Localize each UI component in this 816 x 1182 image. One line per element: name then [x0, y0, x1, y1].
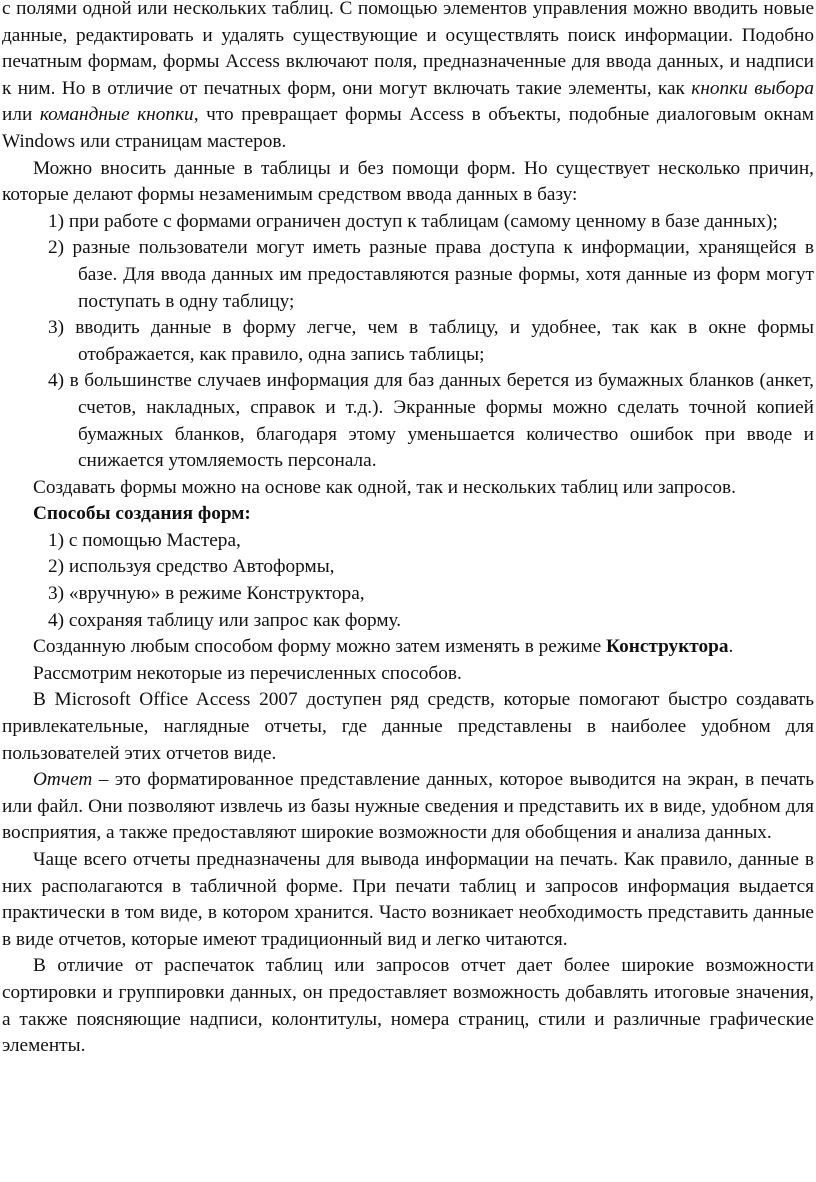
italic-term-command-buttons: командные кнопки: [39, 104, 194, 126]
paragraph-reasons-intro: Можно вносить данные в таблицы и без помощи форм. Но существует несколько причин, которые делают формы незаменимым средством ввода данных в базу:: [2, 157, 814, 206]
method-item-4: 4) сохраняя таблицу или запрос как форму.: [48, 609, 402, 631]
reason-item-4: 4) в большинстве случаев информация для баз данных берется из бумажных бланков (анкет, счетов, накладных, справок и т.д.). Экранные формы можно сделать точной копией бумажных бланков, благодаря этому уменьшается количество ошибок при вводе и снижается утомляемость персонала.: [48, 370, 814, 472]
paragraph-reports-features: В отличие от распечаток таблиц или запросов отчет дает более широкие возможности сортировки и группировки данных, он предоставляет возможность добавлять итоговые значения, а также поясняющие надписи, колонтитулы, номера страниц, стили и различные графические элементы.: [2, 955, 814, 1057]
method-item-1: 1) с помощью Мастера,: [48, 529, 241, 551]
reason-item-2: 2) разные пользователи могут иметь разные права доступа к информации, хранящейся в базе. Для ввода данных им предоставляются разные формы, хотя данные из форм могут поступать в одну таблицу;: [48, 237, 814, 312]
method-item-2: 2) используя средство Автоформы,: [48, 556, 335, 578]
bold-term-constructor: Конструктора: [606, 636, 729, 658]
paragraph-forms-basis: Создавать формы можно на основе как одной, так и нескольких таблиц или запросов.: [33, 476, 736, 498]
text-run: с полями одной или нескольких таблиц. С помощью элементов управления можно вводить новые данные, редактировать и удалять существующие и осуществлять поиск информации. Подобно печатным формам, формы Access включают поля, предназначенные для ввода данных, и надписи к ним. Но в отличие от печатных форм, они могут включать такие элементы, как: [2, 0, 814, 99]
text-run: .: [728, 636, 734, 658]
paragraph-access-2007: В Microsoft Office Access 2007 доступен ряд средств, которые помогают быстро создавать привлекательные, наглядные отчеты, где данные представлены в наиболее удобном для пользователей этих отчетов виде.: [2, 689, 814, 764]
paragraph-reports-printing: Чаще всего отчеты предназначены для вывода информации на печать. Как правило, данные в них располагаются в табличной форме. При печати таблиц и запросов информация выдается практически в том виде, в котором хранится. Часто возникает необходимость представить данные в виде отчетов, которые имеют традиционный вид и легко читаются.: [2, 849, 814, 950]
paragraph-constructor-mode: [2, 634, 814, 661]
section-heading-methods: Способы создания форм:: [33, 503, 251, 525]
paragraph-report-definition: [2, 767, 814, 847]
paragraph-consider-methods: Рассмотрим некоторые из перечисленных способов.: [33, 662, 462, 684]
italic-term-report: Отчет: [33, 769, 93, 791]
italic-term-option-buttons: кнопки выбора: [691, 77, 814, 99]
paragraph-forms-controls: [2, 0, 814, 156]
text-run: Созданную любым способом форму можно затем изменять в режиме: [33, 636, 607, 658]
text-run: или: [2, 104, 40, 126]
text-run: – это форматированное представление данных, которое выводится на экран, в печать или файл. Они позволяют извлечь из базы нужные сведения и представить их в виде, удобном для восприятия, а также предоставляют широкие возможности для обобщения и анализа данных.: [2, 769, 814, 844]
reason-item-3: 3) вводить данные в форму легче, чем в таблицу, и удобнее, так как в окне формы отображается, как правило, одна запись таблицы;: [48, 317, 814, 365]
reason-item-1: 1) при работе с формами ограничен доступ к таблицам (самому ценному в базе данных);: [48, 210, 778, 232]
text-run: , что превращает формы Access в объекты, подобные диалоговым окнам Windows или страницам мастеров.: [2, 104, 814, 152]
method-item-3: 3) «вручную» в режиме Конструктора,: [48, 583, 365, 605]
